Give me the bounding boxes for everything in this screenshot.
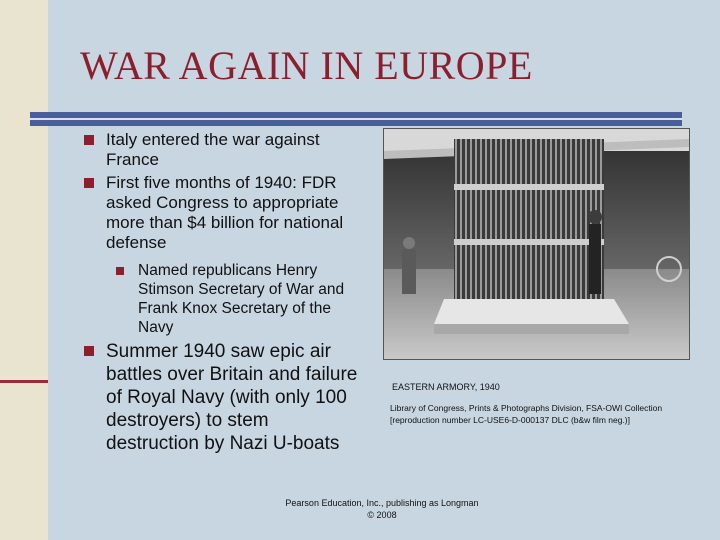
left-band xyxy=(0,0,48,540)
bullet-italy xyxy=(84,130,364,170)
slide-title: WAR AGAIN IN EUROPE xyxy=(80,43,533,88)
sub-bullet-stimson-knox xyxy=(116,261,356,337)
photo-caption-title: EASTERN ARMORY, 1940 xyxy=(392,382,500,392)
title-rule xyxy=(30,112,682,126)
bullet-marker-icon xyxy=(84,135,94,145)
bullet-text: First five months of 1940: FDR asked Congress to appropriate more than $4 billion for national defense xyxy=(106,173,344,252)
bullet-fdr-defense xyxy=(84,173,364,253)
footer xyxy=(262,497,502,521)
footer-publisher: Pearson Education, Inc., publishing as Longman xyxy=(285,498,479,508)
photo-caption-credit: Library of Congress, Prints & Photographs Division, FSA-OWI Collection [reproduction number LC-USE6-D-000137 DLC (b&w film neg.)] xyxy=(390,403,663,425)
bullet-marker-icon xyxy=(84,346,94,356)
sub-bullet-marker-icon xyxy=(116,267,124,275)
left-band-rule xyxy=(0,380,48,383)
bullet-text: Italy entered the war against France xyxy=(106,130,320,169)
bullet-text: Summer 1940 saw epic air battles over Britain and failure of Royal Navy (with only 100 destroyers) to stem destruction by Nazi U-boats xyxy=(106,341,358,454)
bullet-summer-1940 xyxy=(84,340,364,455)
bullet-marker-icon xyxy=(84,178,94,188)
armory-photo-illustration xyxy=(384,129,689,359)
footer-copyright: © 2008 xyxy=(367,510,397,520)
sub-bullet-text: Named republicans Henry Stimson Secretary of War and Frank Knox Secretary of the Navy xyxy=(138,262,345,336)
armory-photo xyxy=(383,128,690,360)
